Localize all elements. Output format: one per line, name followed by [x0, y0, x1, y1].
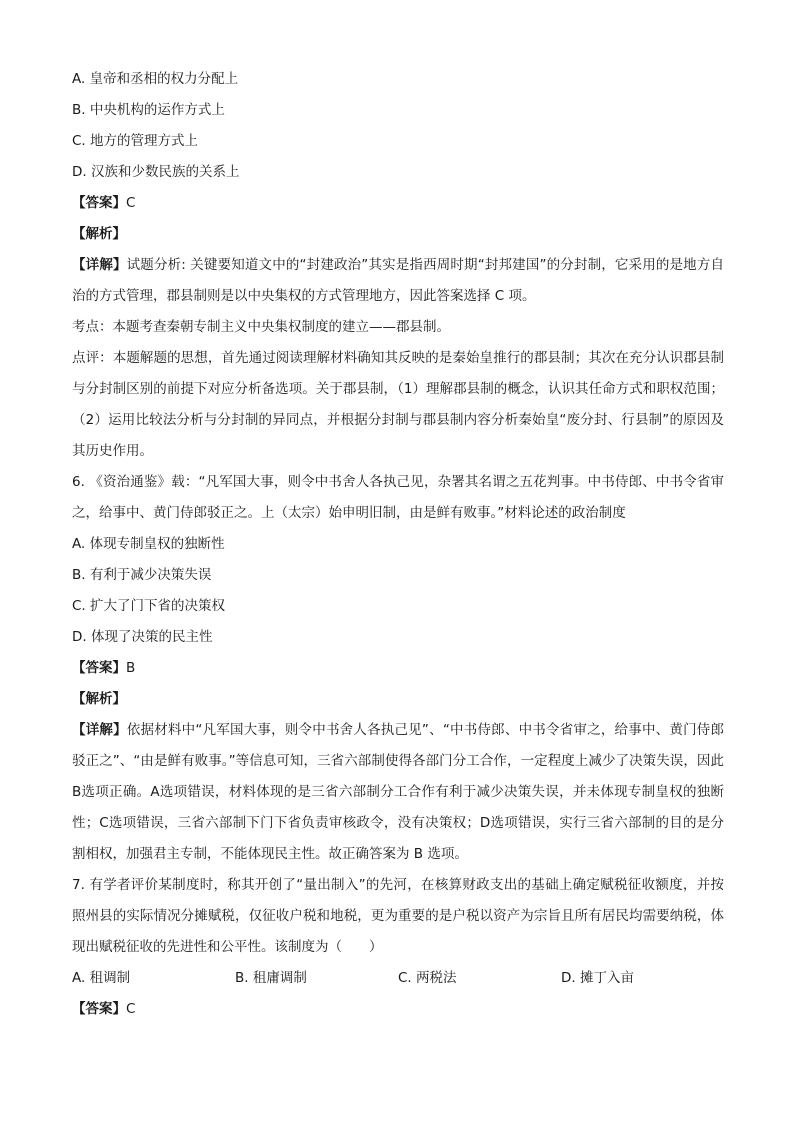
- answer-value: C: [126, 195, 136, 211]
- q5-option-a: A. 皇帝和丞相的权力分配上: [72, 71, 239, 87]
- q6-detail: [72, 715, 724, 870]
- q6-option-b: B. 有利于减少决策失误: [72, 567, 212, 583]
- q7-answer: [72, 994, 724, 1025]
- q5-option-b: B. 中央机构的运作方式上: [72, 102, 225, 118]
- document-page: [72, 64, 724, 1025]
- q6-analysis-heading: [72, 684, 724, 715]
- q6-option-d: D. 体现了决策的民主性: [72, 629, 213, 645]
- analysis-tag: 【解析】: [72, 226, 126, 242]
- q7-option-c: C. 两税法: [398, 970, 457, 986]
- analysis-tag: 【解析】: [72, 691, 126, 707]
- q7-options: [72, 963, 724, 994]
- answer-tag: 【答案】: [72, 660, 126, 676]
- q5-kaodian: 考点：本题考查秦朝专制主义中央集权制度的建立——郡县制。: [72, 319, 450, 335]
- q7-option-b: B. 租庸调制: [235, 970, 307, 986]
- q6-option-c: C. 扩大了门下省的决策权: [72, 598, 226, 614]
- answer-value: C: [126, 1001, 136, 1017]
- q5-answer: [72, 188, 724, 219]
- q7-option-a: A. 租调制: [72, 970, 131, 986]
- answer-tag: 【答案】: [72, 195, 126, 211]
- q7-option-d: D. 摊丁入亩: [561, 970, 634, 986]
- detail-text: 依据材料中“凡军国大事，则令中书舍人各执己见”、“中书侍郎、中书令省审之，给事中、黄门侍郎驳正之”、“由是鲜有败事。”等信息可知，三省六部制使得各部门分工合作，一定程度上减少了决策失误，因此B选项正确。A选项错误，材料体现的是三省六部制分工合作有利于减少决策失误，并未体现专制皇权的独断性；C选项错误，三省六部制下门下省负责审核政令，没有决策权；D选项错误，实行三省六部制的目的是分割相权，加强君主专制，不能体现民主性。故正确答案为 B 选项。: [72, 722, 725, 862]
- q6-answer: [72, 653, 724, 684]
- q5-analysis-heading: [72, 219, 724, 250]
- q7-stem: 7. 有学者评价某制度时，称其开创了“量出制入”的先河，在核算财政支出的基础上确定赋税征收额度，并按照州县的实际情况分摊赋税，仅征收户税和地税，更为重要的是户税以资产为宗旨且所有居民均需要纳税，体现出赋税征收的先进性和公平性。该制度为（ ）: [72, 877, 724, 955]
- answer-tag: 【答案】: [72, 1001, 126, 1017]
- q6-stem: 6. 《资治通鉴》载：“凡军国大事，则令中书舍人各执己见，杂署其名谓之五花判事。中书侍郎、中书令省审之，给事中、黄门侍郎驳正之。上（太宗）始申明旧制，由是鲜有败事。”材料论述的政治制度: [72, 474, 724, 521]
- detail-tag: 【详解】: [72, 257, 127, 273]
- q5-detail: [72, 250, 724, 312]
- detail-text: 试题分析: 关键要知道文中的“封建政治”其实是指西周时期“封邦建国”的分封制，它采用的是地方自治的方式管理，郡县制则是以中央集权的方式管理地方，因此答案选择 C 项。: [72, 257, 725, 304]
- detail-tag: 【详解】: [72, 722, 127, 738]
- q5-option-c: C. 地方的管理方式上: [72, 133, 199, 149]
- q5-dianping: 点评：本题解题的思想，首先通过阅读理解材料确知其反映的是秦始皇推行的郡县制；其次在充分认识郡县制与分封制区别的前提下对应分析备选项。关于郡县制，（1）理解郡县制的概念，认识其任命方式和职权范围；（2）运用比较法分析与分封制的异同点，并根据分封制与郡县制内容分析秦始皇“废分封、行县制”的原因及其历史作用。: [72, 350, 724, 459]
- answer-value: B: [126, 660, 136, 676]
- q6-option-a: A. 体现专制皇权的独断性: [72, 536, 225, 552]
- q5-option-d: D. 汉族和少数民族的关系上: [72, 164, 240, 180]
